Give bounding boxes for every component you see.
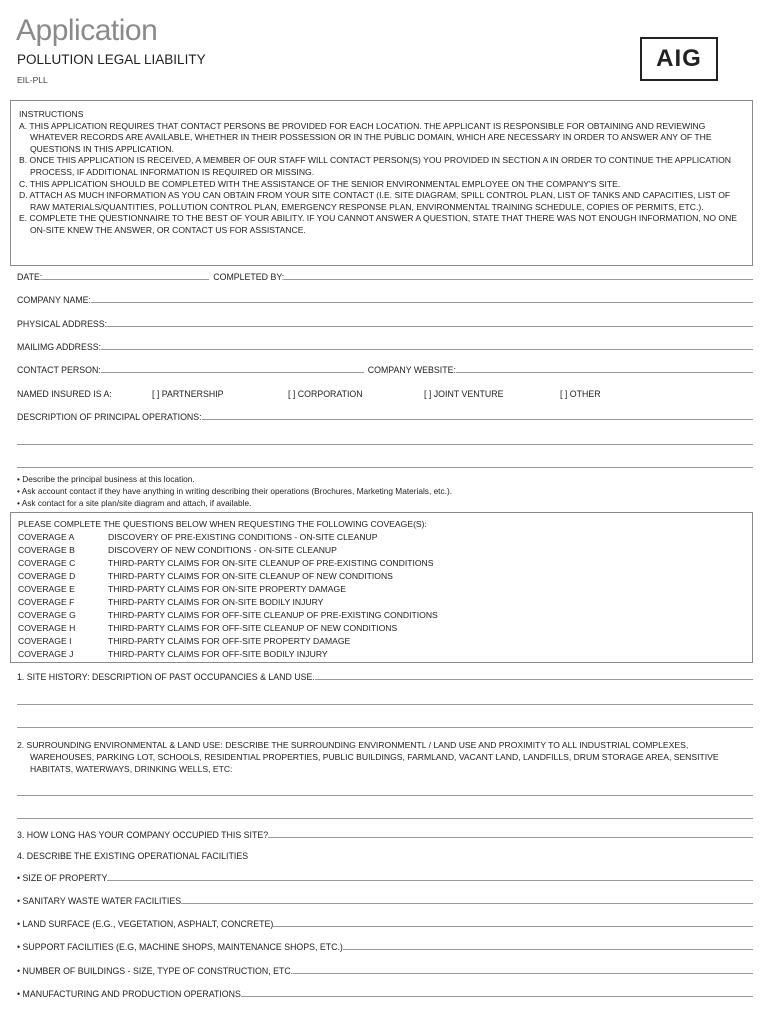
coverage-desc: DISCOVERY OF NEW CONDITIONS - ON-SITE CLEANUP (108, 545, 337, 555)
question-3-row (17, 830, 753, 840)
guidance-item: • Ask account contact if they have anything in writing describing their operations (Brochures, Marketing Materials, etc.). (17, 485, 453, 496)
coverage-code: COVERAGE B (18, 545, 75, 555)
facility-label: • SIZE OF PROPERTY (17, 873, 108, 883)
facility-label: • NUMBER OF BUILDINGS - SIZE, TYPE OF CONSTRUCTION, ETC. (17, 966, 294, 976)
question-1-field[interactable] (315, 679, 753, 680)
facility-row-support (17, 942, 753, 952)
facility-support-field[interactable] (343, 949, 753, 950)
facility-sanitary-field[interactable] (181, 903, 753, 904)
coverage-code: COVERAGE J (18, 649, 74, 659)
question-1-line-3[interactable] (17, 727, 753, 728)
coverage-code: COVERAGE I (18, 636, 72, 646)
form-code: EIL-PLL (17, 75, 48, 85)
coverage-desc: THIRD-PARTY CLAIMS FOR ON-SITE PROPERTY DAMAGE (108, 584, 346, 594)
guidance-item: • Describe the principal business at this location. (17, 474, 195, 484)
guidance-list (17, 474, 452, 509)
completed-by-field[interactable] (284, 279, 753, 280)
facility-label: • LAND SURFACE (E.G., VEGETATION, ASPHALT, CONCRETE) (17, 919, 274, 929)
coverage-desc: THIRD-PARTY CLAIMS FOR ON-SITE BODILY INJURY (108, 597, 324, 607)
checkbox-corporation[interactable]: [ ] CORPORATION (288, 389, 363, 399)
instructions-box (10, 100, 753, 266)
facility-row-manufacturing (17, 989, 753, 999)
coverage-desc: THIRD-PARTY CLAIMS FOR ON-SITE CLEANUP OF PRE-EXISTING CONDITIONS (108, 558, 434, 568)
facility-row-sanitary (17, 896, 753, 906)
guidance-item: • Ask contact for a site plan/site diagram and attach, if available. (17, 497, 252, 508)
facility-buildings-field[interactable] (293, 973, 753, 974)
coverage-desc: THIRD-PARTY CLAIMS FOR OFF-SITE BODILY INJURY (108, 649, 328, 659)
table-row (18, 544, 438, 557)
instruction-d: D. ATTACH AS MUCH INFORMATION AS YOU CAN OBTAIN FROM YOUR SITE CONTACT (I.E. SITE DIAGRAM, SPILL CONTROL PLAN, LIST OF TANKS AND CAPACITIES, LIST OF RAW MATERIALS/QUANTITIES, POLLUTION CONTROL PLAN, EMERGENCY RESPONSE PLAN, ENVIRONMENTAL TRAINING SCHEDULE, COPIES OF PERMITS, ETC.). (19, 190, 731, 212)
contact-person-field[interactable] (101, 372, 364, 373)
coverage-code: COVERAGE D (18, 571, 76, 581)
company-name-field[interactable] (91, 302, 753, 303)
facility-label: • MANUFACTURING AND PRODUCTION OPERATIONS (17, 989, 241, 999)
question-2-line-2[interactable] (17, 818, 753, 819)
description-field[interactable] (202, 419, 753, 420)
date-row (17, 272, 753, 282)
page-title: Application (16, 14, 158, 47)
coverage-desc: THIRD-PARTY CLAIMS FOR OFF-SITE CLEANUP OF NEW CONDITIONS (108, 623, 398, 633)
named-insured-label: NAMED INSURED IS A: (17, 389, 112, 399)
coverage-desc: DISCOVERY OF PRE-EXISTING CONDITIONS - ON-SITE CLEANUP (108, 532, 378, 542)
coverages-table (18, 531, 438, 661)
coverage-desc: THIRD-PARTY CLAIMS FOR OFF-SITE CLEANUP OF PRE-EXISTING CONDITIONS (108, 610, 438, 620)
question-1: 1. SITE HISTORY: DESCRIPTION OF PAST OCCUPANCIES & LAND USE. (17, 672, 315, 682)
coverage-desc: THIRD-PARTY CLAIMS FOR ON-SITE CLEANUP OF NEW CONDITIONS (108, 571, 393, 581)
coverage-desc: THIRD-PARTY CLAIMS FOR OFF-SITE PROPERTY DAMAGE (108, 636, 351, 646)
mailing-address-row (17, 342, 753, 352)
table-row (18, 648, 438, 661)
question-4: 4. DESCRIBE THE EXISTING OPERATIONAL FACILITIES (17, 851, 249, 861)
description-label: DESCRIPTION OF PRINCIPAL OPERATIONS: (17, 412, 202, 422)
facility-size-field[interactable] (107, 880, 753, 881)
mailing-address-field[interactable] (101, 349, 753, 350)
checkbox-other[interactable]: [ ] OTHER (560, 389, 601, 399)
facility-manufacturing-field[interactable] (241, 996, 753, 997)
company-name-row (17, 295, 753, 305)
checkbox-partnership[interactable]: [ ] PARTNERSHIP (152, 389, 224, 399)
coverage-code: COVERAGE C (18, 558, 76, 568)
question-1-row (17, 672, 753, 682)
question-3: 3. HOW LONG HAS YOUR COMPANY OCCUPIED THIS SITE? (17, 830, 269, 840)
description-line-3[interactable] (17, 467, 753, 468)
question-2: 2. SURROUNDING ENVIRONMENTAL & LAND USE: DESCRIBE THE SURROUNDING ENVIRONMENTL / LAND USE AND PROXIMITY TO ALL INDUSTRIAL COMPLEXES, WAREHOUSES, PARKING LOT, SCHOOLS, RESIDENTIAL PROPERTIES, PUBLIC BUILDINGS, FARMLAND, VACANT LAND, LANDFILLS, DRUM STORAGE AREA, SENSITIVE HABITATS, WATERWAYS, DRINKING WELLS, ETC: (17, 740, 719, 774)
company-website-label: COMPANY WEBSITE: (367, 365, 456, 375)
facility-row-buildings (17, 966, 753, 976)
table-row (18, 596, 438, 609)
question-1-line-2[interactable] (17, 704, 753, 705)
contact-row (17, 365, 753, 375)
table-row (18, 557, 438, 570)
coverage-code: COVERAGE H (18, 623, 76, 633)
completed-by-label: COMPLETED BY: (213, 272, 285, 282)
physical-address-row (17, 319, 753, 329)
coverages-box (10, 512, 753, 663)
contact-person-label: CONTACT PERSON: (17, 365, 101, 375)
facility-label: • SUPPORT FACILITIES (E.G, MACHINE SHOPS, MAINTENANCE SHOPS, ETC.) (17, 942, 343, 952)
table-row (18, 531, 438, 544)
table-row (18, 609, 438, 622)
description-line-2[interactable] (17, 444, 753, 445)
coverages-heading: PLEASE COMPLETE THE QUESTIONS BELOW WHEN REQUESTING THE FOLLOWING COVEAGE(S): (18, 519, 427, 529)
facility-row-land (17, 919, 753, 929)
coverage-code: COVERAGE G (18, 610, 76, 620)
instruction-b: B. ONCE THIS APPLICATION IS RECEIVED, A MEMBER OF OUR STAFF WILL CONTACT PERSON(S) YOU PROVIDED IN SECTION A IN ORDER TO CONTINUE THE APPLICATION PROCESS, IF ADDITIONAL INFORMATION IS REQUIRED OR MISSING. (19, 155, 731, 177)
mailing-address-label: MAILIMG ADDRESS: (17, 342, 102, 352)
date-field[interactable] (42, 279, 209, 280)
facility-row-size (17, 873, 753, 883)
date-label: DATE: (17, 272, 43, 282)
instructions-heading: INSTRUCTIONS (19, 109, 84, 119)
table-row (18, 635, 438, 648)
facility-land-field[interactable] (273, 926, 753, 927)
coverage-code: COVERAGE E (18, 584, 75, 594)
question-2-line-1[interactable] (17, 795, 753, 796)
question-3-field[interactable] (268, 837, 753, 838)
coverage-code: COVERAGE F (18, 597, 75, 607)
form-subtitle: POLLUTION LEGAL LIABILITY (17, 52, 206, 67)
company-name-label: COMPANY NAME: (17, 295, 91, 305)
instruction-e: E. COMPLETE THE QUESTIONNAIRE TO THE BEST OF YOUR ABILITY. IF YOU CANNOT ANSWER A QUESTION, STATE THAT THERE WAS NOT ENOUGH INFORMATION, NO ONE ON-SITE KNEW THE ANSWER, OR CONTACT US FOR ASSISTANCE. (19, 213, 738, 235)
company-website-field[interactable] (456, 372, 753, 373)
checkbox-joint-venture[interactable]: [ ] JOINT VENTURE (424, 389, 504, 399)
table-row (18, 570, 438, 583)
aig-logo: AIG (640, 37, 718, 81)
instruction-c: C. THIS APPLICATION SHOULD BE COMPLETED WITH THE ASSISTANCE OF THE SENIOR ENVIRONMENTAL EMPLOYEE ON THE COMPANY'S SITE. (19, 178, 621, 189)
table-row (18, 583, 438, 596)
physical-address-field[interactable] (107, 326, 753, 327)
physical-address-label: PHYSICAL ADDRESS: (17, 319, 108, 329)
facility-label: • SANITARY WASTE WATER FACILITIES (17, 896, 182, 906)
coverage-code: COVERAGE A (18, 532, 75, 542)
table-row (18, 622, 438, 635)
description-row (17, 412, 753, 422)
instruction-a: A. THIS APPLICATION REQUIRES THAT CONTACT PERSONS BE PROVIDED FOR EACH LOCATION. THE APPLICANT IS RESPONSIBLE FOR OBTAINING AND REVIEWING WHATEVER RECORDS ARE AVAILABLE, WHETHER IN THEIR POSSESSION OR IN THE PUBLIC DOMAIN, WHICH ARE NECESSARY IN ORDER TO ANSWER ANY OF THE QUESTIONS IN THIS APPLICATION. (19, 120, 712, 154)
